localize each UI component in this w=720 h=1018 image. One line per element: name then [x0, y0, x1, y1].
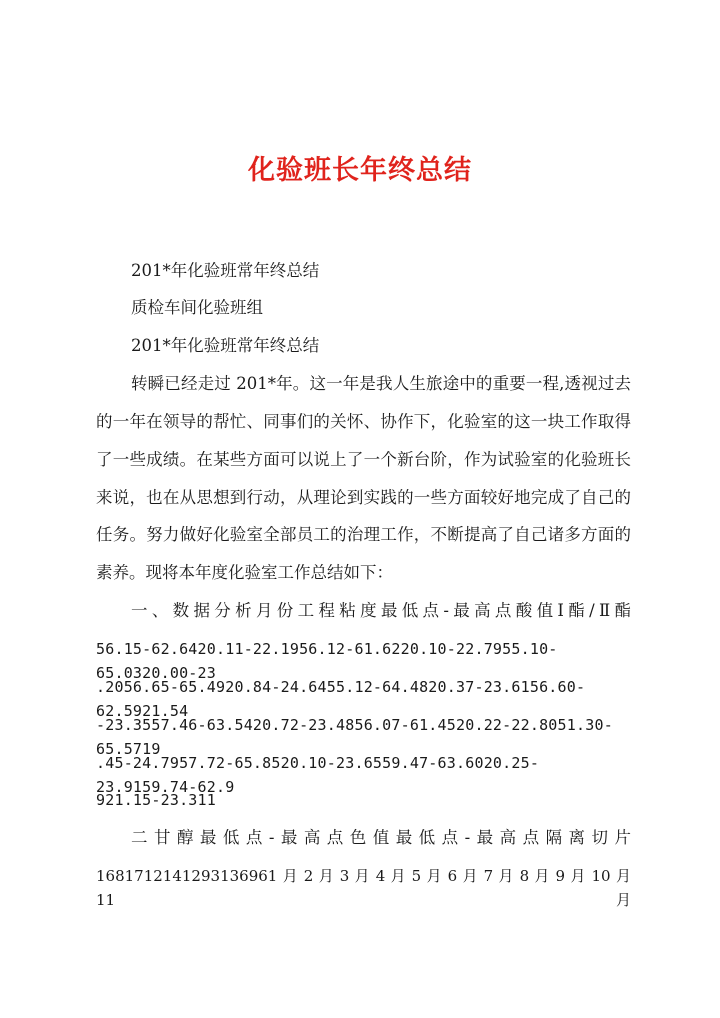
data-line: 1681712141293136961 月 2 月 3 月 4 月 5 月 6 月 7 月 8 月 9 月 10 月 11 月: [96, 867, 631, 909]
section-heading-1: 一、数据分析月份工程粘度最低点-最高点酸值Ⅰ酯/Ⅱ酯: [131, 601, 631, 620]
subtitle-line-1: 201*年化验班常年终总结: [131, 261, 320, 280]
data-line: 921.15-23.311: [96, 791, 216, 809]
document-title: 化验班长年终总结: [248, 155, 472, 186]
data-line: .2056.65-65.4920.84-24.6455.12-64.4820.37-23.6156.60-62.5921.54: [96, 678, 586, 720]
paragraph-line: 转瞬已经走过 201*年。这一年是我人生旅途中的重要一程,透视过去: [131, 374, 631, 393]
paragraph-line: 来说，也在从思想到行动，从理论到实践的一些方面较好地完成了自己的: [96, 488, 631, 507]
paragraph-line: 素养。现将本年度化验室工作总结如下：: [96, 563, 393, 582]
section-heading-2: 二甘醇最低点-最高点色值最低点-最高点隔离切片: [131, 828, 631, 847]
data-line: -23.3557.46-63.5420.72-23.4856.07-61.4520.22-22.8051.30-65.5719: [96, 716, 613, 758]
paragraph-line: 了一些成绩。在某些方面可以说上了一个新台阶，作为试验室的化验班长: [96, 450, 631, 469]
data-line: 56.15-62.6420.11-22.1956.12-61.6220.10-22.7955.10-65.0320.00-23: [96, 640, 558, 682]
subtitle-line-3: 201*年化验班常年终总结: [131, 336, 320, 355]
subtitle-line-2: 质检车间化验班组: [131, 298, 263, 317]
paragraph-line: 任务。努力做好化验室全部员工的治理工作，不断提高了自己诸多方面的: [96, 525, 631, 544]
data-line: .45-24.7957.72-65.8520.10-23.6559.47-63.6020.25-23.9159.74-62.9: [96, 754, 540, 796]
paragraph-line: 的一年在领导的帮忙、同事们的关怀、协作下，化验室的这一块工作取得: [96, 412, 631, 431]
